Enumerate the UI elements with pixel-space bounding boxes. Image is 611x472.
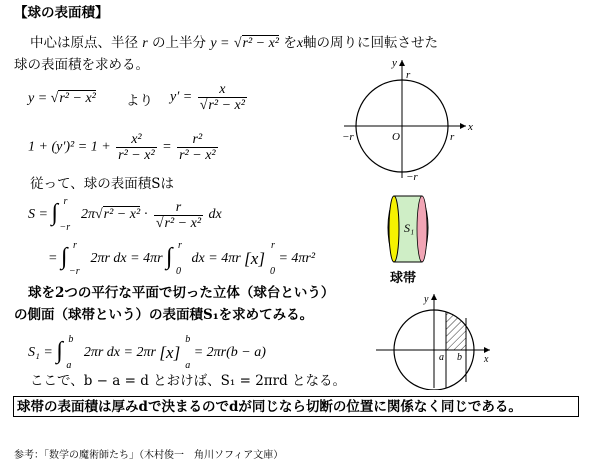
fig1-r-top: r: [406, 69, 411, 81]
eq3-den: r² − x²: [164, 215, 202, 231]
fig2-caption: 球帯: [390, 270, 417, 285]
conclusion-box: 球帯の表面積は厚みdで決まるのでdが同じなら切断の位置に関係なく同じである。: [13, 396, 579, 417]
eq3-dot: ·: [143, 207, 149, 222]
intro-text-a: 中心は原点、半径: [30, 35, 138, 51]
eq1-num: x: [219, 82, 226, 97]
figure-spherical-zone: [380, 188, 450, 286]
eq1-lhs: y =: [28, 91, 48, 106]
bracket-evaluation: [244, 242, 275, 276]
para2-line-1: 球を2つの平行な平面で切った立体（球台という）: [28, 285, 335, 301]
fig1-minus-r-bottom: −r: [406, 171, 418, 183]
x-axis-arrow: [460, 123, 466, 129]
equation-derivative: [170, 82, 249, 113]
fig3-x: x: [484, 354, 489, 365]
integral-sign: ∫: [56, 338, 63, 364]
eq4-lower3: 0: [269, 266, 275, 277]
figure-hatched-slab: [372, 290, 500, 390]
integral: [51, 198, 77, 232]
eq1-deriv: y′ =: [170, 89, 193, 105]
eq4-upper2: r: [178, 240, 182, 251]
sqrt-symbol: [156, 216, 164, 231]
eq4-upper1: r: [72, 240, 77, 251]
eq4-eq: =: [48, 251, 58, 266]
eq2-num2: r²: [192, 132, 203, 147]
fig3-a: a: [439, 352, 444, 363]
eq2-lhs: 1 + (y′)² = 1 +: [28, 139, 111, 155]
y-axis-arrow: [431, 294, 437, 300]
eq1-den: r² − x²: [208, 98, 245, 113]
equation-one-plus-yprime: [28, 132, 220, 163]
fraction: [198, 82, 247, 113]
reference-text: 参考：「数学の魔術師たち」（木村俊一 角川ソフィア文庫）: [14, 450, 284, 461]
integral: [61, 242, 87, 276]
eq1-radicand: r² − x²: [59, 91, 96, 106]
zone-left-face: [389, 196, 399, 262]
fraction: [154, 200, 203, 231]
eq5-lhs: S₁ =: [28, 345, 53, 360]
integral-sign: ∫: [60, 244, 68, 270]
equation-surface-result: [48, 242, 315, 276]
fig1-y: y: [392, 57, 397, 69]
fraction-denominator: [198, 97, 247, 113]
y-axis-arrow: [399, 60, 405, 66]
eq2-num1: x²: [131, 132, 142, 147]
eq4-body2: dx = 4πr: [191, 251, 241, 266]
para2-line-2: の側面（球帯という）の表面積S₁を求めてみる。: [14, 307, 314, 323]
eq2-den1: r² − x²: [118, 148, 155, 163]
eq3-upper: r: [63, 196, 68, 207]
fig1-r-right: r: [450, 131, 455, 143]
eq3-body: 2π: [80, 207, 95, 222]
eq5-bracket: [x]: [159, 343, 181, 362]
eq4-lower1: −r: [68, 266, 80, 277]
zone-right-face: [417, 196, 427, 262]
x-axis-arrow: [484, 347, 490, 353]
page-title: 【球の表面積】: [14, 5, 109, 21]
eq3-dx: dx: [208, 207, 222, 222]
eq3-num: r: [175, 199, 182, 215]
fraction: [116, 132, 157, 163]
shitagatte-text: 従って、球の表面積Sは: [30, 176, 174, 192]
eq2-eq: =: [162, 139, 172, 155]
integral: [56, 336, 80, 370]
eq4-result: = 4πr²: [278, 251, 316, 266]
koko-text: ここで、b − a = d とおけば、S₁ = 2πrd となる。: [30, 373, 347, 389]
eq5-lower2: a: [185, 360, 191, 371]
hatched-region: [446, 308, 466, 350]
fig1-origin: O: [392, 131, 400, 143]
sqrt-symbol: [234, 36, 242, 51]
eq1-yori: より: [126, 93, 153, 109]
eq5-upper1: b: [68, 334, 74, 345]
intro-radicand: r² − x²: [242, 36, 280, 51]
fig2-s1: S₁: [404, 221, 415, 235]
intro-line-2: 球の表面積を求める。: [14, 57, 149, 73]
eq4-upper3: r: [271, 240, 275, 251]
eq3-lower: −r: [59, 222, 71, 233]
intro-y-eq: y =: [210, 36, 230, 51]
intro-text-d: 軸の周りに回転させた: [303, 35, 439, 51]
integral-sign: ∫: [166, 244, 173, 270]
intro-x: x: [296, 36, 304, 51]
eq5-body1: 2πr dx = 2πr: [83, 345, 156, 360]
eq5-lower1: a: [66, 360, 72, 371]
fig1-x: x: [468, 121, 473, 133]
fig3-y: y: [424, 294, 429, 305]
eq5-upper2: b: [185, 334, 191, 345]
intro-line-1: [30, 34, 438, 53]
intro-text-c: を: [283, 35, 297, 51]
integral: [166, 242, 188, 276]
fig3-b: b: [457, 352, 462, 363]
eq3-lhs: S =: [28, 207, 48, 222]
eq4-lower2: 0: [176, 266, 182, 277]
eq4-body1: 2πr dx = 4πr: [90, 251, 163, 266]
eq2-den2: r² − x²: [179, 148, 216, 163]
fraction-denominator: [154, 215, 203, 231]
eq5-result: = 2πr(b − a): [193, 345, 266, 360]
intro-r: r: [142, 36, 148, 51]
bracket-evaluation: [159, 336, 190, 370]
eq3-radicand: r² − x²: [103, 207, 141, 222]
eq4-bracket: [x]: [244, 249, 265, 268]
figure-circle-axes: [330, 54, 480, 184]
sqrt-symbol: [95, 207, 103, 222]
equation-zone-area: [28, 336, 266, 370]
integral-sign: ∫: [51, 200, 59, 226]
fig1-minus-r: −r: [342, 131, 354, 143]
equation-y: [28, 91, 96, 107]
equation-surface-integral: [28, 198, 222, 232]
intro-text-b: の上半分: [152, 35, 207, 51]
fraction: [177, 132, 218, 163]
